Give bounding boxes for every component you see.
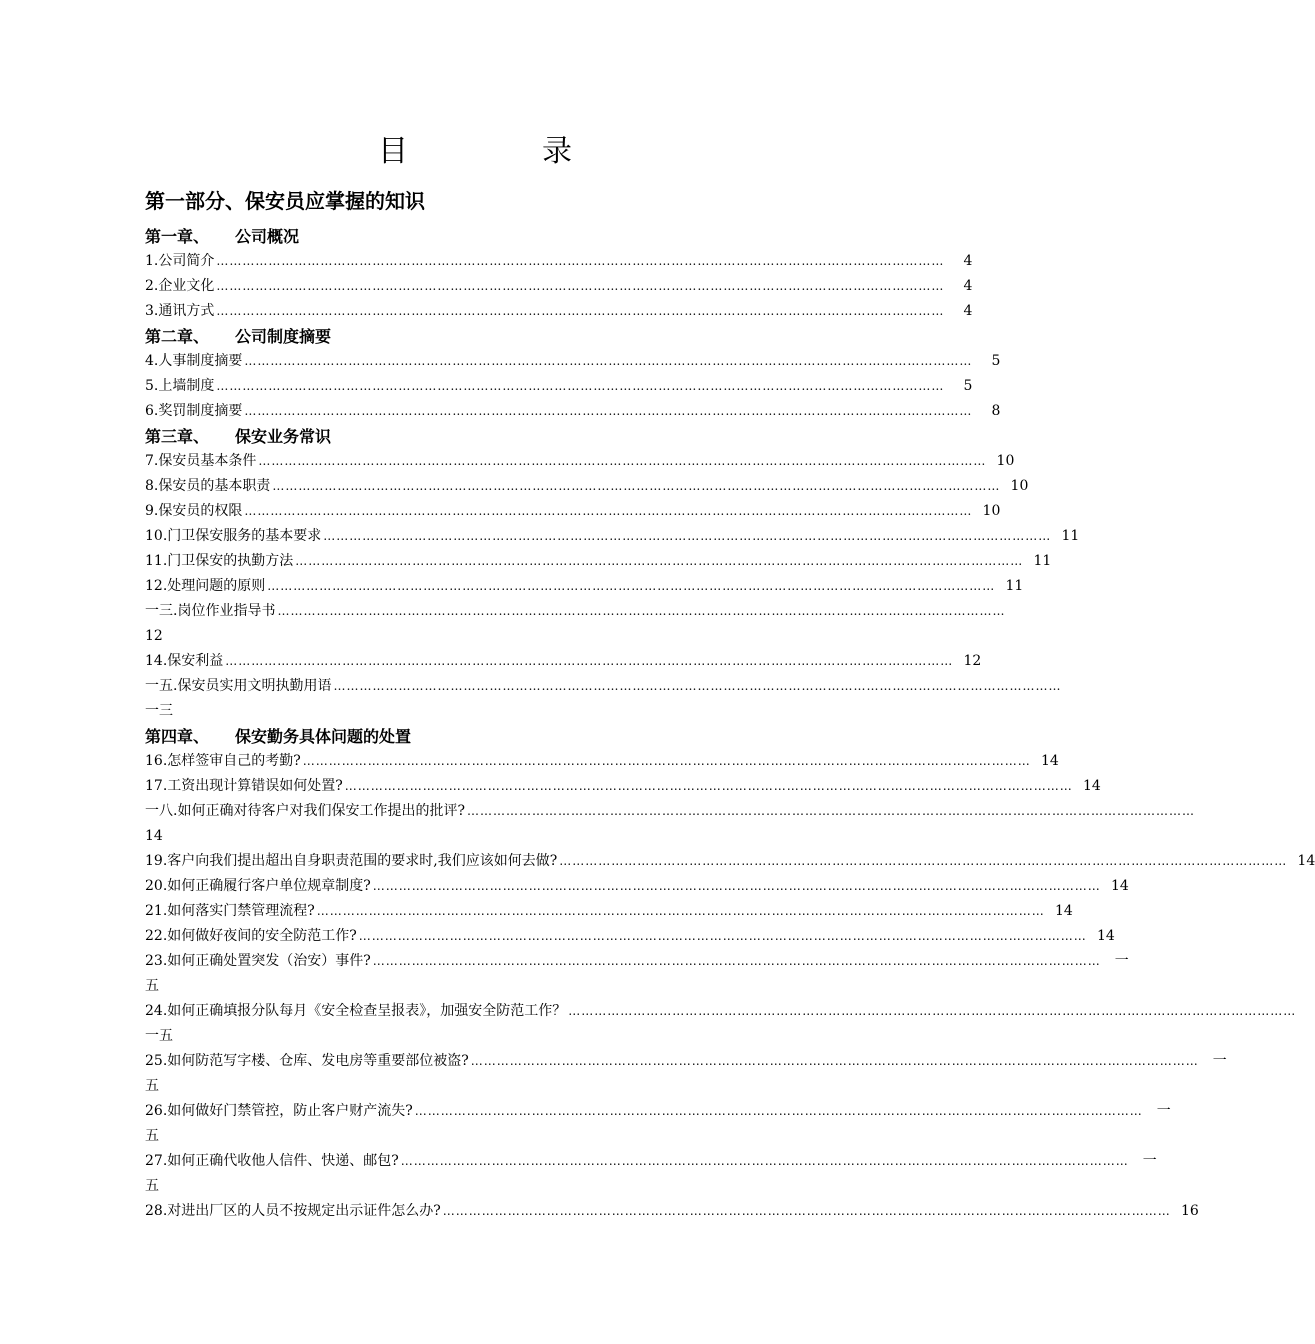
toc-entry — [145, 999, 1297, 1024]
page-number: 14 — [1082, 778, 1101, 794]
dot-leader: …………………………………………………………………………………………………………………………………………………… — [216, 304, 945, 318]
chapter-title: 保安业务常识 — [235, 427, 332, 446]
toc-entry — [145, 774, 1101, 799]
toc-entry — [145, 749, 1059, 774]
entry-text: 21.如何落实门禁管理流程? — [145, 903, 315, 919]
toc-entry — [145, 574, 1024, 599]
dot-leader: …………………………………………………………………………………………………………………………………………………… — [302, 754, 1031, 768]
toc-entry — [145, 499, 1001, 524]
part-heading: 第一部分、保安员应掌握的知识 — [145, 189, 425, 213]
entry-text: 12.处理问题的原则 — [145, 578, 266, 594]
dot-leader: …………………………………………………………………………………………………………………………………………………… — [470, 1054, 1199, 1068]
chapter-label: 第三章、 — [145, 427, 210, 446]
dot-leader: …………………………………………………………………………………………………………………………………………………… — [295, 554, 1024, 568]
toc-entry — [145, 349, 1001, 374]
dot-leader: …………………………………………………………………………………………………………………………………………………… — [244, 354, 973, 368]
entry-text: 17.工资出现计算错误如何处置? — [145, 778, 343, 794]
page-number: 16 — [1180, 1203, 1199, 1219]
entry-text: 20.如何正确履行客户单位规章制度? — [145, 878, 371, 894]
dot-leader: …………………………………………………………………………………………………………………………………………………… — [244, 504, 973, 518]
dot-leader: …………………………………………………………………………………………………………………………………………………… — [316, 904, 1045, 918]
chapter-label: 第四章、 — [145, 727, 210, 746]
page-number-continued: 五 — [145, 1178, 159, 1194]
page-number: 一三 — [145, 703, 173, 719]
dot-leader: …………………………………………………………………………………………………………………………………………………… — [216, 254, 945, 268]
dot-leader: …………………………………………………………………………………………………………………………………………………… — [400, 1154, 1129, 1168]
entry-text: 24.如何正确填报分队每月《安全检查呈报表》，加强安全防范工作？ — [145, 1003, 567, 1019]
page-number: 14 — [1110, 878, 1129, 894]
toc-entry — [145, 1049, 1227, 1074]
page-number: 一五 — [145, 1028, 173, 1044]
page-number: 12 — [963, 653, 982, 669]
dot-leader: …………………………………………………………………………………………………………………………………………………… — [267, 579, 996, 593]
toc-entry — [145, 524, 1080, 549]
page-number: 8 — [991, 403, 1001, 419]
toc-entry — [145, 249, 973, 274]
toc-entry — [145, 299, 973, 324]
dot-leader: …………………………………………………………………………………………………………………………………………………… — [568, 1004, 1297, 1018]
dot-leader: …………………………………………………………………………………………………………………………………………………… — [466, 804, 1195, 818]
page-number: 10 — [996, 453, 1015, 469]
entry-text: 25.如何防范写字楼、仓库、发电房等重要部位被盗? — [145, 1053, 469, 1069]
page-number: 一 — [1114, 953, 1129, 969]
toc-entry — [145, 549, 1052, 574]
chapter-title: 公司概况 — [235, 227, 300, 246]
chapter-title: 保安勤务具体问题的处置 — [235, 727, 412, 746]
dot-leader: …………………………………………………………………………………………………………………………………………………… — [414, 1104, 1143, 1118]
page-number-continued: 五 — [145, 978, 159, 994]
toc-entry — [145, 449, 1015, 474]
entry-text: 7.保安员基本条件 — [145, 453, 257, 469]
dot-leader: …………………………………………………………………………………………………………………………………………………… — [372, 879, 1101, 893]
dot-leader: …………………………………………………………………………………………………………………………………………………… — [344, 779, 1073, 793]
entry-text: 14.保安利益 — [145, 653, 224, 669]
toc-entry — [145, 674, 1062, 699]
dot-leader: …………………………………………………………………………………………………………………………………………………… — [244, 404, 973, 418]
page-number: 5 — [963, 378, 973, 394]
dot-leader: …………………………………………………………………………………………………………………………………………………… — [323, 529, 1052, 543]
page-number: 4 — [963, 253, 973, 269]
page-number: 14 — [1096, 928, 1115, 944]
page-number: 5 — [991, 353, 1001, 369]
toc-entry — [145, 1149, 1157, 1174]
toc-entry — [145, 1099, 1171, 1124]
page-number: 一 — [1156, 1103, 1171, 1119]
toc-entry — [145, 949, 1129, 974]
entry-text: 19.客户向我们提出超出自身职责范围的要求时,我们应该如何去做? — [145, 853, 558, 869]
page-number: 11 — [1061, 528, 1080, 544]
dot-leader: …………………………………………………………………………………………………………………………………………………… — [258, 454, 987, 468]
toc-entry — [145, 899, 1073, 924]
page-number: 14 — [1054, 903, 1073, 919]
chapter-label: 第二章、 — [145, 327, 210, 346]
page-number: 12 — [145, 628, 163, 644]
dot-leader: …………………………………………………………………………………………………………………………………………………… — [559, 854, 1288, 868]
page-number: 11 — [1005, 578, 1024, 594]
page-number: 一 — [1212, 1053, 1227, 1069]
toc-entry — [145, 399, 1001, 424]
chapter-label: 第一章、 — [145, 227, 210, 246]
entry-text: 22.如何做好夜间的安全防范工作? — [145, 928, 357, 944]
page-number: 10 — [1010, 478, 1029, 494]
chapter-heading — [145, 424, 807, 449]
entry-text: 23.如何正确处置突发（治安）事件? — [145, 953, 371, 969]
toc-entry — [145, 474, 1029, 499]
page-number: 10 — [982, 503, 1001, 519]
entry-text: 1.公司简介 — [145, 253, 215, 269]
entry-text: 11.门卫保安的执勤方法 — [145, 553, 294, 569]
toc-entry — [145, 1199, 1199, 1224]
page-number-continued: 五 — [145, 1078, 159, 1094]
entry-text: 一五.保安员实用文明执勤用语 — [145, 678, 332, 694]
dot-leader: …………………………………………………………………………………………………………………………………………………… — [372, 954, 1101, 968]
entry-text: 4.人事制度摘要 — [145, 353, 243, 369]
entry-text: 2.企业文化 — [145, 278, 215, 294]
entry-text: 9.保安员的权限 — [145, 503, 243, 519]
chapter-heading — [145, 724, 807, 749]
page-number: 4 — [963, 303, 973, 319]
dot-leader: …………………………………………………………………………………………………………………………………………………… — [442, 1204, 1171, 1218]
toc-entry — [145, 799, 1195, 824]
entry-text: 8.保安员的基本职责 — [145, 478, 271, 494]
entry-text: 26.如何做好门禁管控，防止客户财产流失? — [145, 1103, 413, 1119]
dot-leader: …………………………………………………………………………………………………………………………………………………… — [333, 679, 1062, 693]
chapter-title: 公司制度摘要 — [235, 327, 332, 346]
page-number: 4 — [963, 278, 973, 294]
toc-entry — [145, 649, 982, 674]
dot-leader: …………………………………………………………………………………………………………………………………………………… — [277, 604, 1006, 618]
entry-text: 一八.如何正确对待客户对我们保安工作提出的批评? — [145, 803, 465, 819]
page-number: 14 — [145, 828, 163, 844]
dot-leader: …………………………………………………………………………………………………………………………………………………… — [216, 379, 945, 393]
chapter-heading — [145, 324, 807, 349]
dot-leader: …………………………………………………………………………………………………………………………………………………… — [225, 654, 954, 668]
page-number: 一 — [1142, 1153, 1157, 1169]
table-of-contents — [145, 224, 1315, 1224]
dot-leader: …………………………………………………………………………………………………………………………………………………… — [272, 479, 1001, 493]
toc-entry — [145, 599, 1006, 624]
toc-entry — [145, 849, 1315, 874]
toc-entry — [145, 274, 973, 299]
entry-text: 27.如何正确代收他人信件、快递、邮包? — [145, 1153, 399, 1169]
toc-title: 目 录 — [378, 134, 624, 169]
dot-leader: …………………………………………………………………………………………………………………………………………………… — [216, 279, 945, 293]
entry-text: 16.怎样签审自己的考勤? — [145, 753, 301, 769]
page-number-continued: 五 — [145, 1128, 159, 1144]
toc-entry — [145, 924, 1115, 949]
toc-entry — [145, 374, 973, 399]
page-number: 14 — [1297, 853, 1315, 869]
entry-text: 5.上墙制度 — [145, 378, 215, 394]
chapter-heading — [145, 224, 807, 249]
dot-leader: …………………………………………………………………………………………………………………………………………………… — [358, 929, 1087, 943]
entry-text: 28.对进出厂区的人员不按规定出示证件怎么办? — [145, 1203, 441, 1219]
entry-text: 10.门卫保安服务的基本要求 — [145, 528, 322, 544]
page-number: 14 — [1040, 753, 1059, 769]
entry-text: 3.通讯方式 — [145, 303, 215, 319]
page-number: 11 — [1033, 553, 1052, 569]
entry-text: 6.奖罚制度摘要 — [145, 403, 243, 419]
toc-entry — [145, 874, 1129, 899]
entry-text: 一三.岗位作业指导书 — [145, 603, 276, 619]
